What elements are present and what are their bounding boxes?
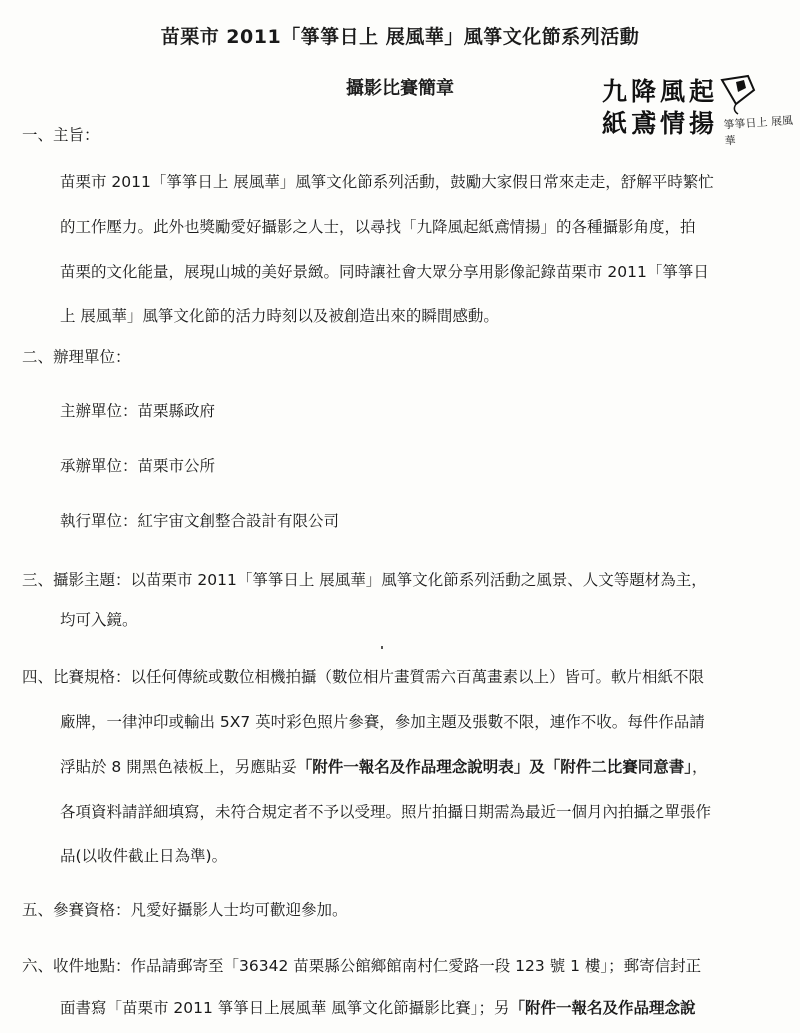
logo-tagline: 箏箏日上 展風華 [723,113,794,148]
section-3-line: 三、攝影主題：以苗栗市 2011「箏箏日上 展風華」風箏文化節系列活動之風景、人文等題材為主， [22,571,707,589]
section-3-line: 均可入鏡。 [60,611,138,629]
section-4-line [60,757,708,777]
logo-line-1: 九降風起 [602,77,719,106]
section-1-paragraph-line: 苗栗的文化能量，展現山城的美好景緻。同時讓社會大眾分享用影像記錄苗栗市 2011「箏箏日 [60,263,709,281]
section-5-line: 五、參賽資格：凡愛好攝影人士均可歡迎參加。 [22,901,348,919]
section-6-line: 六、收件地點：作品請郵寄至「36342 苗栗縣公館鄉館南村仁愛路一段 123 號 1 樓」；郵寄信封正 [22,957,702,975]
section-6-text: 面書寫「苗栗市 2011 箏箏日上展風華 風箏文化節攝影比賽」；另 [60,999,510,1017]
executor-line: 執行單位：紅宇宙文創整合設計有限公司 [60,512,340,530]
section-1-paragraph-line: 的工作壓力。此外也獎勵愛好攝影之人士，以尋找「九降風起紙鳶情揚」的各種攝影角度，拍 [60,218,696,236]
document-subtitle: 攝影比賽簡章 [346,78,454,99]
section-4-line: 廠牌，一律沖印或輸出 5X7 英吋彩色照片參賽，參加主題及張數不限，連作不收。每件作品請 [60,713,705,731]
kite-icon [718,74,758,116]
organizer-line: 主辦單位：苗栗縣政府 [60,402,216,420]
section-4-text: ， [692,758,708,776]
section-4-line: 四、比賽規格：以任何傳統或數位相機拍攝（數位相片畫質需六百萬畫素以上）皆可。軟片相紙不限 [22,668,705,686]
section-1-heading: 一、主旨： [22,126,100,144]
attachment-2-ref: 「附件二比賽同意書」 [544,758,693,776]
section-4-text: 及 [529,758,545,776]
section-1-paragraph-line: 上 展風華」風箏文化節的活力時刻以及被創造出來的瞬間感動。 [60,307,499,325]
section-6-line [60,998,696,1018]
event-logo [600,70,800,150]
attachment-1-ref: 「附件一報名及作品理念說 [509,999,696,1017]
section-4-line: 各項資料請詳細填寫，未符合規定者不予以受理。照片拍攝日期需為最近一個月內拍攝之單張作 [60,803,712,821]
section-2-heading: 二、辦理單位： [22,348,131,366]
attachment-1-ref: 「附件一報名及作品理念說明表」 [296,758,530,776]
co-organizer-line: 承辦單位：苗栗市公所 [60,457,216,475]
document-title: 苗栗市 2011「箏箏日上 展風華」風箏文化節系列活動 [160,26,640,48]
section-1-paragraph-line: 苗栗市 2011「箏箏日上 展風華」風箏文化節系列活動，鼓勵大家假日常來走走，舒解平時繁忙 [60,173,714,191]
logo-line-2: 紙鳶情揚 [602,109,719,138]
scan-speck [381,646,383,649]
section-4-line: 品(以收件截止日為準)。 [60,847,228,865]
section-4-text: 浮貼於 8 開黑色裱板上，另應貼妥 [60,758,297,776]
